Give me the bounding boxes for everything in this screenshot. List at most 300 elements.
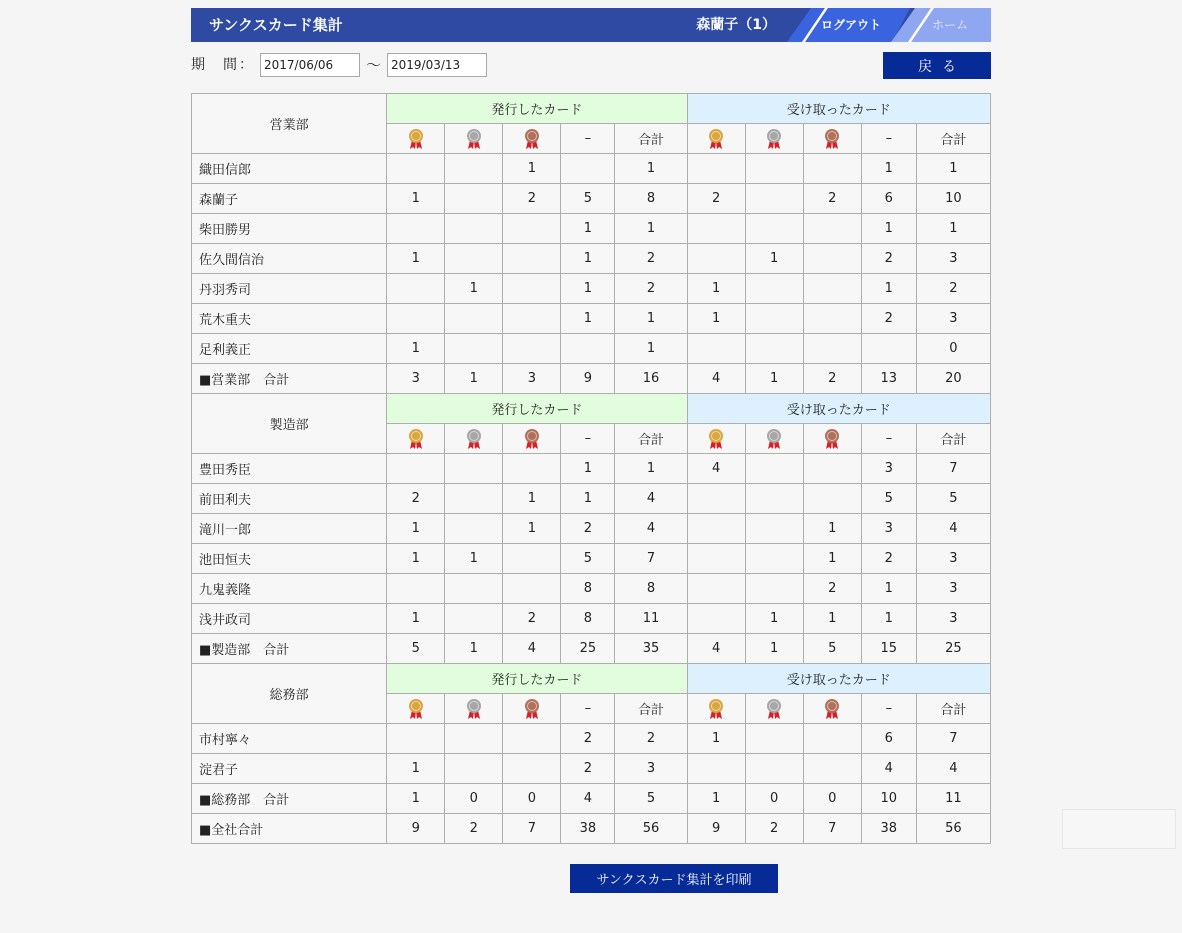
count-cell: 1: [687, 274, 745, 304]
employee-name: 市村寧々: [192, 724, 387, 754]
count-cell: 1: [687, 304, 745, 334]
count-cell: 1: [387, 754, 445, 784]
count-cell: 10: [916, 184, 990, 214]
count-cell: [803, 754, 861, 784]
table-row: [192, 574, 991, 604]
medal-column-header: [803, 694, 861, 724]
subtotal-cell: 13: [861, 364, 916, 394]
subtotal-cell: 1: [687, 784, 745, 814]
count-cell: 1: [561, 304, 615, 334]
count-cell: 5: [861, 484, 916, 514]
subtotal-cell: 10: [861, 784, 916, 814]
count-cell: 2: [861, 544, 916, 574]
employee-name: 前田利夫: [192, 484, 387, 514]
date-from-input[interactable]: [260, 53, 360, 77]
grand-total-cell: 2: [745, 814, 803, 844]
received-cards-header: 受け取ったカード: [687, 664, 990, 694]
subtotal-cell: 2: [803, 364, 861, 394]
employee-name: 荒木重夫: [192, 304, 387, 334]
count-cell: 1: [803, 514, 861, 544]
count-cell: 1: [861, 274, 916, 304]
count-cell: [503, 754, 561, 784]
subtotal-cell: 11: [916, 784, 990, 814]
count-cell: [503, 574, 561, 604]
count-cell: 2: [803, 184, 861, 214]
employee-name: 森蘭子: [192, 184, 387, 214]
table-row: [192, 514, 991, 544]
subtotal-cell: 5: [615, 784, 687, 814]
count-cell: [687, 574, 745, 604]
medal-column-header: [387, 124, 445, 154]
count-cell: 2: [561, 514, 615, 544]
medal-column-header: [687, 124, 745, 154]
employee-name: 佐久間信治: [192, 244, 387, 274]
count-cell: 1: [445, 544, 503, 574]
grand-total-cell: 38: [861, 814, 916, 844]
no-medal-column-header: –: [861, 694, 916, 724]
count-cell: [687, 544, 745, 574]
count-cell: [445, 514, 503, 544]
count-cell: [503, 304, 561, 334]
count-cell: [387, 274, 445, 304]
bronze-medal-icon: [522, 128, 542, 150]
count-cell: [445, 334, 503, 364]
subtotal-cell: 3: [503, 364, 561, 394]
count-cell: [803, 154, 861, 184]
count-cell: 2: [916, 274, 990, 304]
grand-total-cell: 56: [916, 814, 990, 844]
medal-column-header: [803, 424, 861, 454]
count-cell: 1: [745, 244, 803, 274]
count-cell: 3: [861, 514, 916, 544]
department-name: 製造部: [192, 394, 387, 454]
table-row: [192, 304, 991, 334]
gold-medal-icon: [706, 698, 726, 720]
count-cell: [687, 154, 745, 184]
medal-column-header: [503, 124, 561, 154]
bronze-medal-icon: [822, 698, 842, 720]
table-row: [192, 454, 991, 484]
subtotal-cell: 4: [687, 634, 745, 664]
total-column-header: 合計: [916, 124, 990, 154]
count-cell: 1: [387, 544, 445, 574]
count-cell: [687, 334, 745, 364]
count-cell: 1: [916, 154, 990, 184]
issued-cards-header: 発行したカード: [387, 664, 687, 694]
count-cell: [445, 754, 503, 784]
medal-column-header: [745, 124, 803, 154]
count-cell: [803, 304, 861, 334]
count-cell: [745, 484, 803, 514]
count-cell: 1: [861, 574, 916, 604]
count-cell: 1: [861, 214, 916, 244]
subtotal-cell: 0: [445, 784, 503, 814]
count-cell: [687, 244, 745, 274]
count-cell: [687, 214, 745, 244]
total-column-header: 合計: [916, 424, 990, 454]
grand-total-row: [192, 814, 991, 844]
grand-total-cell: 56: [615, 814, 687, 844]
table-row: [192, 154, 991, 184]
count-cell: [745, 304, 803, 334]
medal-column-header: [445, 694, 503, 724]
count-cell: 1: [561, 454, 615, 484]
employee-name: 九鬼義隆: [192, 574, 387, 604]
employee-name: 池田恒夫: [192, 544, 387, 574]
count-cell: 5: [561, 184, 615, 214]
dept-header-row: [192, 394, 991, 424]
count-cell: [803, 484, 861, 514]
subtotal-cell: 0: [803, 784, 861, 814]
count-cell: 7: [615, 544, 687, 574]
thanks-card-summary-table: [191, 93, 991, 844]
count-cell: [687, 514, 745, 544]
grand-total-cell: 38: [561, 814, 615, 844]
count-cell: 6: [861, 724, 916, 754]
count-cell: 8: [561, 604, 615, 634]
subtotal-label: ■製造部 合計: [192, 634, 387, 664]
silver-medal-icon: [764, 428, 784, 450]
count-cell: 1: [861, 604, 916, 634]
subtotal-cell: 35: [615, 634, 687, 664]
subtotal-cell: 4: [503, 634, 561, 664]
count-cell: [561, 154, 615, 184]
count-cell: 1: [387, 514, 445, 544]
count-cell: [445, 604, 503, 634]
issued-cards-header: 発行したカード: [387, 394, 687, 424]
subtotal-cell: 5: [387, 634, 445, 664]
subtotal-cell: 0: [503, 784, 561, 814]
table-row: [192, 484, 991, 514]
table-row: [192, 244, 991, 274]
count-cell: 7: [916, 724, 990, 754]
silver-medal-icon: [464, 698, 484, 720]
subtotal-cell: 9: [561, 364, 615, 394]
table-row: [192, 544, 991, 574]
subtotal-cell: 15: [861, 634, 916, 664]
count-cell: 3: [861, 454, 916, 484]
dept-header-row: [192, 664, 991, 694]
subtotal-cell: 1: [387, 784, 445, 814]
count-cell: [503, 544, 561, 574]
subtotal-cell: 4: [561, 784, 615, 814]
table-row: [192, 724, 991, 754]
count-cell: 2: [387, 484, 445, 514]
count-cell: 1: [387, 244, 445, 274]
count-cell: [445, 184, 503, 214]
count-cell: 8: [615, 574, 687, 604]
count-cell: 1: [861, 154, 916, 184]
no-medal-column-header: –: [561, 424, 615, 454]
gold-medal-icon: [406, 128, 426, 150]
employee-name: 柴田勝男: [192, 214, 387, 244]
page-title: サンクスカード集計: [209, 16, 343, 34]
count-cell: [503, 244, 561, 274]
count-cell: 1: [615, 334, 687, 364]
count-cell: 3: [916, 244, 990, 274]
count-cell: [387, 724, 445, 754]
subtotal-cell: 1: [745, 364, 803, 394]
count-cell: 2: [561, 724, 615, 754]
subtotal-cell: 1: [745, 634, 803, 664]
silver-medal-icon: [464, 128, 484, 150]
gold-medal-icon: [706, 428, 726, 450]
period-label: 期 間：: [191, 57, 255, 73]
gold-medal-icon: [406, 698, 426, 720]
grand-total-cell: 7: [503, 814, 561, 844]
count-cell: 2: [803, 574, 861, 604]
subtotal-cell: 25: [561, 634, 615, 664]
count-cell: [745, 574, 803, 604]
count-cell: 1: [387, 604, 445, 634]
current-user: 森蘭子（1）: [696, 17, 776, 33]
employee-name: 丹羽秀司: [192, 274, 387, 304]
count-cell: 1: [387, 334, 445, 364]
count-cell: 5: [561, 544, 615, 574]
count-cell: 1: [916, 214, 990, 244]
employee-name: 豊田秀臣: [192, 454, 387, 484]
issued-cards-header: 発行したカード: [387, 94, 687, 124]
medal-column-header: [445, 424, 503, 454]
count-cell: [387, 214, 445, 244]
range-separator: 〜: [366, 56, 382, 74]
medal-column-header: [503, 424, 561, 454]
count-cell: [387, 454, 445, 484]
bronze-medal-icon: [822, 428, 842, 450]
department-subtotal-row: [192, 634, 991, 664]
count-cell: [445, 484, 503, 514]
subtotal-cell: 16: [615, 364, 687, 394]
count-cell: 4: [916, 754, 990, 784]
grand-total-cell: 9: [387, 814, 445, 844]
count-cell: 1: [387, 184, 445, 214]
employee-name: 足利義正: [192, 334, 387, 364]
count-cell: 4: [615, 514, 687, 544]
count-cell: [803, 454, 861, 484]
table-row: [192, 754, 991, 784]
medal-column-header: [687, 694, 745, 724]
logout-label[interactable]: ログアウト: [821, 18, 882, 32]
medal-column-header: [803, 124, 861, 154]
subtotal-cell: 3: [387, 364, 445, 394]
bronze-medal-icon: [522, 698, 542, 720]
count-cell: [387, 574, 445, 604]
count-cell: 3: [916, 574, 990, 604]
table-row: [192, 274, 991, 304]
count-cell: 3: [916, 304, 990, 334]
no-medal-column-header: –: [861, 124, 916, 154]
count-cell: 2: [615, 274, 687, 304]
grand-total-cell: 9: [687, 814, 745, 844]
count-cell: 1: [803, 604, 861, 634]
count-cell: 8: [615, 184, 687, 214]
count-cell: [445, 304, 503, 334]
count-cell: 11: [615, 604, 687, 634]
bronze-medal-icon: [822, 128, 842, 150]
count-cell: 1: [503, 514, 561, 544]
count-cell: [687, 604, 745, 634]
count-cell: [503, 274, 561, 304]
subtotal-cell: 20: [916, 364, 990, 394]
count-cell: 1: [615, 304, 687, 334]
home-label[interactable]: ホーム: [932, 18, 969, 32]
count-cell: [445, 574, 503, 604]
count-cell: 5: [916, 484, 990, 514]
received-cards-header: 受け取ったカード: [687, 94, 990, 124]
date-to-input[interactable]: [387, 53, 487, 77]
subtotal-cell: 1: [445, 634, 503, 664]
count-cell: 1: [561, 244, 615, 274]
subtotal-cell: 0: [745, 784, 803, 814]
count-cell: 1: [561, 214, 615, 244]
count-cell: [445, 724, 503, 754]
count-cell: [445, 154, 503, 184]
count-cell: 4: [916, 514, 990, 544]
count-cell: [745, 454, 803, 484]
department-name: 営業部: [192, 94, 387, 154]
subtotal-label: ■営業部 合計: [192, 364, 387, 394]
count-cell: [745, 154, 803, 184]
employee-name: 滝川一郎: [192, 514, 387, 544]
count-cell: 2: [687, 184, 745, 214]
count-cell: 6: [861, 184, 916, 214]
medal-column-header: [687, 424, 745, 454]
medal-column-header: [387, 424, 445, 454]
count-cell: 1: [503, 154, 561, 184]
count-cell: 1: [615, 454, 687, 484]
count-cell: [745, 514, 803, 544]
count-cell: 2: [503, 184, 561, 214]
medal-column-header: [745, 694, 803, 724]
count-cell: [861, 334, 916, 364]
count-cell: 1: [561, 484, 615, 514]
dept-header-row: [192, 94, 991, 124]
no-medal-column-header: –: [561, 124, 615, 154]
count-cell: [745, 754, 803, 784]
print-summary-button[interactable]: サンクスカード集計を印刷: [570, 864, 778, 893]
grand-total-cell: 2: [445, 814, 503, 844]
count-cell: 2: [561, 754, 615, 784]
count-cell: [445, 214, 503, 244]
back-button[interactable]: 戻る: [883, 52, 991, 79]
count-cell: [745, 214, 803, 244]
silver-medal-icon: [764, 698, 784, 720]
count-cell: 1: [745, 604, 803, 634]
count-cell: 3: [615, 754, 687, 784]
header-bar: [191, 8, 991, 42]
count-cell: 8: [561, 574, 615, 604]
medal-column-header: [445, 124, 503, 154]
count-cell: [561, 334, 615, 364]
total-column-header: 合計: [615, 424, 687, 454]
total-column-header: 合計: [916, 694, 990, 724]
count-cell: [803, 244, 861, 274]
employee-name: 織田信郎: [192, 154, 387, 184]
count-cell: [503, 724, 561, 754]
subtotal-cell: 1: [445, 364, 503, 394]
employee-name: 淀君子: [192, 754, 387, 784]
count-cell: 2: [503, 604, 561, 634]
count-cell: [503, 214, 561, 244]
count-cell: 1: [561, 274, 615, 304]
no-medal-column-header: –: [561, 694, 615, 724]
blank-panel: [1062, 809, 1176, 849]
department-name: 総務部: [192, 664, 387, 724]
department-subtotal-row: [192, 364, 991, 394]
count-cell: 2: [615, 244, 687, 274]
bronze-medal-icon: [522, 428, 542, 450]
employee-name: 浅井政司: [192, 604, 387, 634]
count-cell: [745, 274, 803, 304]
medal-column-header: [387, 694, 445, 724]
received-cards-header: 受け取ったカード: [687, 394, 990, 424]
count-cell: 1: [803, 544, 861, 574]
table-row: [192, 184, 991, 214]
grand-total-label: ■全社合計: [192, 814, 387, 844]
count-cell: [687, 754, 745, 784]
count-cell: [445, 244, 503, 274]
count-cell: [745, 184, 803, 214]
count-cell: 2: [615, 724, 687, 754]
table-row: [192, 334, 991, 364]
count-cell: [387, 304, 445, 334]
count-cell: [503, 454, 561, 484]
count-cell: [503, 334, 561, 364]
count-cell: [745, 724, 803, 754]
count-cell: 1: [503, 484, 561, 514]
medal-column-header: [745, 424, 803, 454]
count-cell: 0: [916, 334, 990, 364]
count-cell: [803, 724, 861, 754]
count-cell: 4: [615, 484, 687, 514]
department-subtotal-row: [192, 784, 991, 814]
count-cell: [387, 154, 445, 184]
count-cell: 2: [861, 304, 916, 334]
count-cell: [803, 214, 861, 244]
count-cell: [803, 274, 861, 304]
count-cell: 1: [445, 274, 503, 304]
subtotal-cell: 25: [916, 634, 990, 664]
count-cell: 4: [687, 454, 745, 484]
count-cell: [745, 544, 803, 574]
count-cell: 1: [615, 154, 687, 184]
no-medal-column-header: –: [861, 424, 916, 454]
count-cell: 2: [861, 244, 916, 274]
count-cell: 3: [916, 604, 990, 634]
table-row: [192, 214, 991, 244]
total-column-header: 合計: [615, 694, 687, 724]
count-cell: 3: [916, 544, 990, 574]
silver-medal-icon: [764, 128, 784, 150]
gold-medal-icon: [706, 128, 726, 150]
subtotal-cell: 4: [687, 364, 745, 394]
count-cell: [803, 334, 861, 364]
count-cell: [687, 484, 745, 514]
medal-column-header: [503, 694, 561, 724]
total-column-header: 合計: [615, 124, 687, 154]
count-cell: 7: [916, 454, 990, 484]
table-row: [192, 604, 991, 634]
gold-medal-icon: [406, 428, 426, 450]
silver-medal-icon: [464, 428, 484, 450]
subtotal-label: ■総務部 合計: [192, 784, 387, 814]
count-cell: 1: [615, 214, 687, 244]
grand-total-cell: 7: [803, 814, 861, 844]
subtotal-cell: 5: [803, 634, 861, 664]
count-cell: 1: [687, 724, 745, 754]
count-cell: [745, 334, 803, 364]
count-cell: [445, 454, 503, 484]
